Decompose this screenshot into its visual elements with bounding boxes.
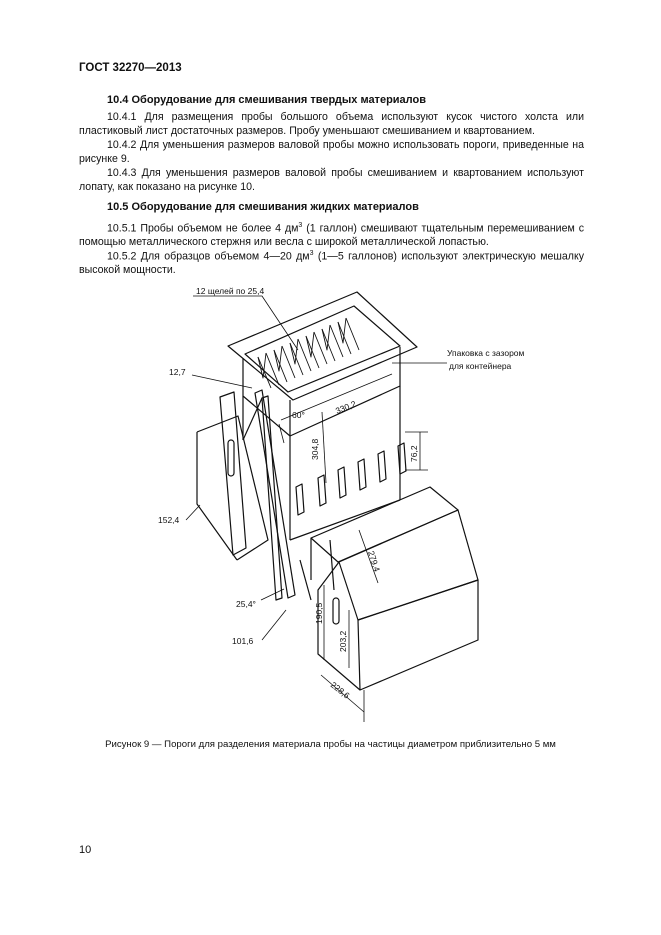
label-190-5: 190,5 — [314, 602, 324, 624]
stand-legs-drawing — [243, 390, 295, 600]
riffle-splitter-drawing — [150, 278, 525, 728]
label-279-4: 279,4 — [366, 549, 383, 573]
label-304-8: 304,8 — [310, 438, 320, 460]
section-heading-10-4: 10.4 Оборудование для смешивания твердых материалов — [107, 94, 426, 106]
paragraph-10-4-2: 10.4.2 Для уменьшения размеров валовой пробы можно использовать пороги, приведенные на рисунке 9. — [79, 139, 584, 165]
label-76-2: 76,2 — [409, 445, 419, 462]
label-12-7: 12,7 — [169, 367, 186, 377]
label-330-2: 330,2 — [334, 398, 358, 416]
paragraph-10-5-2: 10.5.2 Для образцов объемом 4—20 $дм^3$ (1—5 галлонов) используют электрическую мешалку высокой мощности. — [79, 250, 584, 277]
label-152-4: 152,4 — [158, 515, 180, 525]
paragraph-10-5-1: 10.5.1 Пробы объемом не более 4 $дм^3$ (1 галлон) смешивают тщательным перемешиванием с помощью металлического стержня или весла с широкой металлической лопастью. — [79, 222, 584, 249]
left-tray-drawing — [197, 392, 268, 560]
right-tray-drawing — [300, 487, 478, 690]
page-number: 10 — [79, 844, 92, 856]
label-203-2: 203,2 — [338, 630, 348, 652]
figure-caption: Рисунок 9 — Пороги для разделения материала пробы на частицы диаметром приблизительно 5 мм — [105, 739, 556, 750]
label-228-6: 228,6 — [328, 679, 352, 701]
section-heading-10-5: 10.5 Оборудование для смешивания жидких материалов — [107, 201, 419, 213]
label-slots: 12 щелей по 25,4 — [196, 286, 265, 296]
paragraph-10-4-1: 10.4.1 Для размещения пробы большого объема используют кусок чистого холста или пластиковый лист достаточных размеров. Пробу уменьшают смешиванием и квартованием. — [79, 111, 584, 137]
label-seal-1: Упаковка с зазором — [447, 348, 525, 358]
label-101-6: 101,6 — [232, 636, 254, 646]
dimension-lines — [186, 296, 447, 722]
label-seal-2: для контейнера — [449, 361, 512, 371]
paragraph-10-4-3: 10.4.3 Для уменьшения размеров валовой пробы смешиванием и квартованием используют лопату, как показано на рисунке 10. — [79, 167, 584, 193]
document-code: ГОСТ 32270—2013 — [79, 62, 182, 74]
label-angle-25-4: 25,4° — [236, 599, 256, 609]
label-angle-60: 60° — [292, 410, 305, 420]
